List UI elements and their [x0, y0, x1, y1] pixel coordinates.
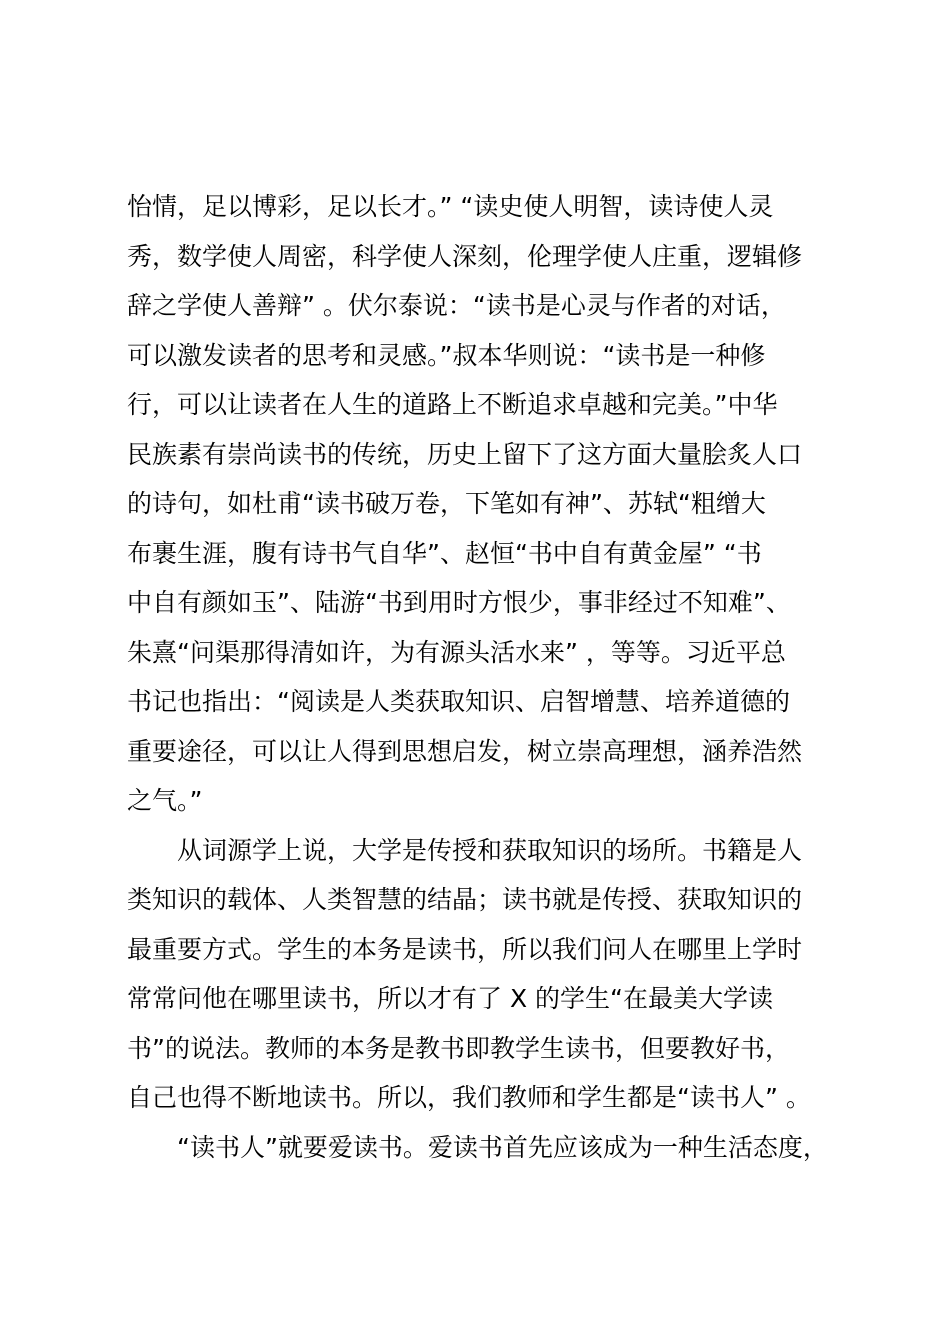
- text-line: 的诗句，如杜甫“读书破万卷，下笔如有神”、苏轼“粗缯大: [127, 489, 766, 518]
- paragraph-first-line: 从词源学上说，大学是传授和获取知识的场所。书籍是人: [177, 835, 803, 865]
- text-line: 中自有颜如玉”、陆游“书到用时方恨少，事非经过不知难”、: [127, 588, 791, 617]
- text-line: 辞之学使人善辩” 。伏尔泰说：“读书是心灵与作者的对话，: [127, 291, 786, 320]
- text-line: 可以激发读者的思考和灵感。”叔本华则说：“读书是一种修: [127, 340, 766, 370]
- text-line: 秀，数学使人周密，科学使人深刻，伦理学使人庄重，逻辑修: [127, 241, 803, 271]
- text-line: 布裹生涯，腹有诗书气自华”、赵恒“书中自有黄金屋” “书: [127, 538, 762, 568]
- text-line: 重要途径，可以让人得到思想启发，树立崇高理想，涵养浩然: [127, 736, 803, 766]
- text-line: 行，可以让读者在人生的道路上不断追求卓越和完美。”中华: [127, 390, 778, 419]
- text-line: 之气。”: [127, 786, 203, 815]
- text-line: 自己也得不断地读书。所以，我们教师和学生都是“读书人” 。: [127, 1083, 811, 1112]
- text-line: 民族素有崇尚读书的传统，历史上留下了这方面大量脍炙人口: [127, 439, 803, 469]
- text-line: 类知识的载体、人类智慧的结晶；读书就是传授、获取知识的: [127, 885, 803, 914]
- text-line: 最重要方式。学生的本务是读书，所以我们问人在哪里上学时: [127, 934, 803, 964]
- text-line: 书记也指出：“阅读是人类获取知识、启智增慧、培养道德的: [127, 687, 790, 716]
- text-line: 常常问他在哪里读书，所以才有了 X 的学生“在最美大学读: [127, 984, 773, 1013]
- text-line: 朱熹“问渠那得清如许，为有源头活水来” ，等等。习近平总: [127, 637, 786, 667]
- text-line: 怡情，足以博彩，足以长才。” “读史使人明智，读诗使人灵: [127, 192, 774, 221]
- paragraph-first-line: “读书人”就要爱读书。爱读书首先应该成为一种生活态度，: [177, 1132, 828, 1162]
- text-line: 书”的说法。教师的本务是教书即教学生读书，但要教好书，: [127, 1033, 790, 1063]
- body-text: [127, 182, 867, 1172]
